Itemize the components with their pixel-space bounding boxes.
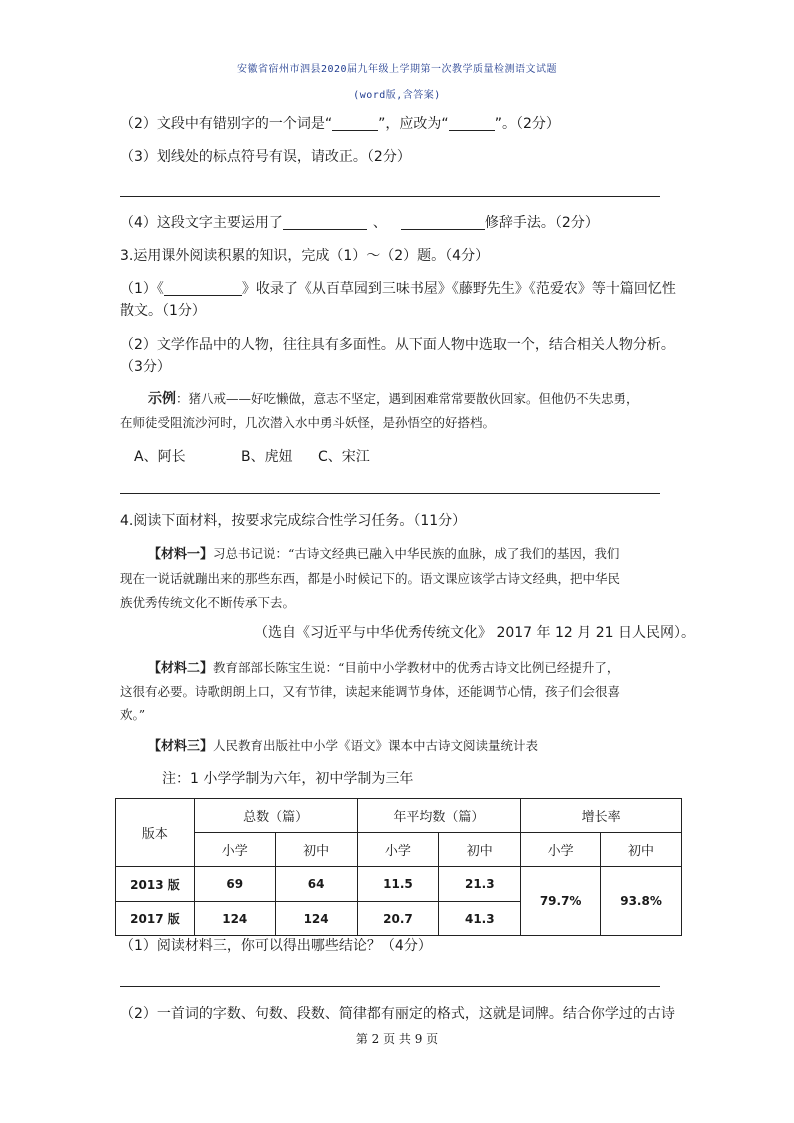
material-3-line bbox=[148, 733, 538, 760]
header-primary: 小学 bbox=[194, 833, 275, 867]
question-3-2-cont: （3分） bbox=[120, 359, 171, 375]
example-line-1 bbox=[148, 386, 639, 412]
cell-total-junior: 124 bbox=[275, 902, 357, 936]
page-footer: 第 2 页 共 9 页 bbox=[355, 1032, 439, 1046]
q2-2-text-b: ”，应改为“ bbox=[378, 116, 449, 132]
header-junior: 初中 bbox=[439, 833, 521, 867]
example-line-2: 在师徒受阻流沙河时，几次潜入水中勇斗妖怪，是孙悟空的好搭档。 bbox=[120, 415, 496, 430]
answer-blank[interactable] bbox=[401, 213, 485, 230]
header-primary: 小学 bbox=[357, 833, 439, 867]
question-2-2 bbox=[120, 113, 560, 135]
q2-4-text-a: （4）这段文字主要运用了 bbox=[120, 215, 283, 231]
option-b: B、虎妞 bbox=[241, 449, 293, 465]
q2-2-text-c: ”。（2分） bbox=[494, 116, 560, 132]
material-2-label: 【材料二】 bbox=[148, 661, 214, 676]
cell-avg-primary: 20.7 bbox=[357, 902, 439, 936]
header-junior: 初中 bbox=[275, 833, 357, 867]
statistics-table bbox=[115, 798, 682, 936]
answer-blank[interactable] bbox=[449, 114, 495, 131]
cell-avg-junior: 21.3 bbox=[439, 867, 521, 902]
header-growth: 增长率 bbox=[521, 799, 682, 833]
cell-total-primary: 124 bbox=[194, 902, 275, 936]
material-1-label: 【材料一】 bbox=[148, 547, 214, 562]
answer-blank[interactable] bbox=[164, 279, 242, 296]
table-row bbox=[116, 867, 682, 902]
example-text-1: ：猪八戒——好吃懒做，意志不坚定，遇到困难常常要散伙回家。但他仍不失忠勇， bbox=[176, 391, 639, 406]
cell-version: 2017 版 bbox=[116, 902, 195, 936]
question-2-4 bbox=[120, 212, 599, 234]
header-primary: 小学 bbox=[521, 833, 601, 867]
material-2-line-2: 这很有必要。诗歌朗朗上口，又有节律，读起来能调节身体，还能调节心情，孩子们会很喜 bbox=[120, 684, 621, 699]
table-note: 注：1 小学学制为六年，初中学制为三年 bbox=[162, 771, 414, 787]
header-total: 总数（篇） bbox=[194, 799, 357, 833]
q2-4-text-c: 修辞手法。（2分） bbox=[484, 215, 599, 231]
document-subtitle: (word版,含答案) bbox=[353, 90, 441, 101]
question-3-1 bbox=[120, 278, 676, 300]
answer-line[interactable] bbox=[120, 196, 660, 197]
cell-version: 2013 版 bbox=[116, 867, 195, 902]
cell-growth-junior: 93.8% bbox=[601, 867, 682, 936]
question-2-3: （3）划线处的标点符号有误，请改正。（2分） bbox=[120, 149, 411, 165]
q3-1-text-b: 》收录了《从百草园到三味书屋》《藤野先生》《范爱农》等十篇回忆性 bbox=[241, 281, 676, 297]
material-1-source: （选自《习近平与中华优秀传统文化》 2017 年 12 月 21 日人民网）。 bbox=[254, 625, 695, 641]
answer-blank[interactable] bbox=[332, 114, 378, 131]
cell-total-junior: 64 bbox=[275, 867, 357, 902]
cell-avg-primary: 11.5 bbox=[357, 867, 439, 902]
option-a: A、阿长 bbox=[134, 449, 186, 465]
question-4-2: （2）一首词的字数、句数、段数、简律都有丽定的格式，这就是词牌。结合你学过的古诗 bbox=[120, 1006, 675, 1022]
material-2-line-1 bbox=[148, 655, 619, 682]
cell-growth-primary: 79.7% bbox=[521, 867, 601, 936]
material-2-text-1: 教育部部长陈宝生说：“目前中小学教材中的优秀古诗文比例已经提升了， bbox=[213, 660, 620, 675]
material-2-line-3: 欢。” bbox=[120, 707, 146, 722]
option-c: C、宋江 bbox=[318, 449, 370, 465]
question-4-title: 4.阅读下面材料，按要求完成综合性学习任务。（11分） bbox=[120, 513, 467, 529]
question-3-1-cont: 散文。（1分） bbox=[120, 303, 206, 319]
answer-blank[interactable] bbox=[283, 213, 367, 230]
question-3-title: 3.运用课外阅读积累的知识，完成（1）～（2）题。（4分） bbox=[120, 248, 490, 264]
cell-avg-junior: 41.3 bbox=[439, 902, 521, 936]
example-label: 示例 bbox=[148, 391, 176, 407]
material-1-line-1 bbox=[148, 541, 619, 568]
answer-line[interactable] bbox=[120, 986, 660, 987]
q3-1-text-a: （1）《 bbox=[120, 281, 164, 297]
document-title: 安徽省宿州市泗县2020届九年级上学期第一次教学质量检测语文试题 bbox=[236, 64, 558, 75]
question-3-2: （2）文学作品中的人物，往往具有多面性。从下面人物中选取一个，结合相关人物分析。 bbox=[120, 337, 675, 353]
q2-4-text-b: 、 bbox=[372, 215, 387, 231]
cell-total-primary: 69 bbox=[194, 867, 275, 902]
header-version: 版本 bbox=[116, 799, 195, 867]
question-4-1: （1）阅读材料三，你可以得出哪些结论？（4分） bbox=[120, 938, 432, 954]
q2-2-text-a: （2）文段中有错别字的一个词是“ bbox=[120, 116, 333, 132]
header-junior: 初中 bbox=[601, 833, 682, 867]
header-average: 年平均数（篇） bbox=[357, 799, 521, 833]
material-1-line-2: 现在一说话就蹦出来的那些东西，都是小时候记下的。语文课应该学古诗文经典，把中华民 bbox=[120, 571, 621, 586]
answer-line[interactable] bbox=[120, 493, 660, 494]
material-3-text: 人民教育出版社中小学《语文》课本中古诗文阅读量统计表 bbox=[213, 738, 539, 753]
material-1-line-3: 族优秀传统文化不断传承下去。 bbox=[120, 595, 296, 610]
material-3-label: 【材料三】 bbox=[148, 739, 214, 754]
material-1-text-1: 习总书记说：“古诗文经典已融入中华民族的血脉，成了我们的基因，我们 bbox=[213, 546, 620, 561]
